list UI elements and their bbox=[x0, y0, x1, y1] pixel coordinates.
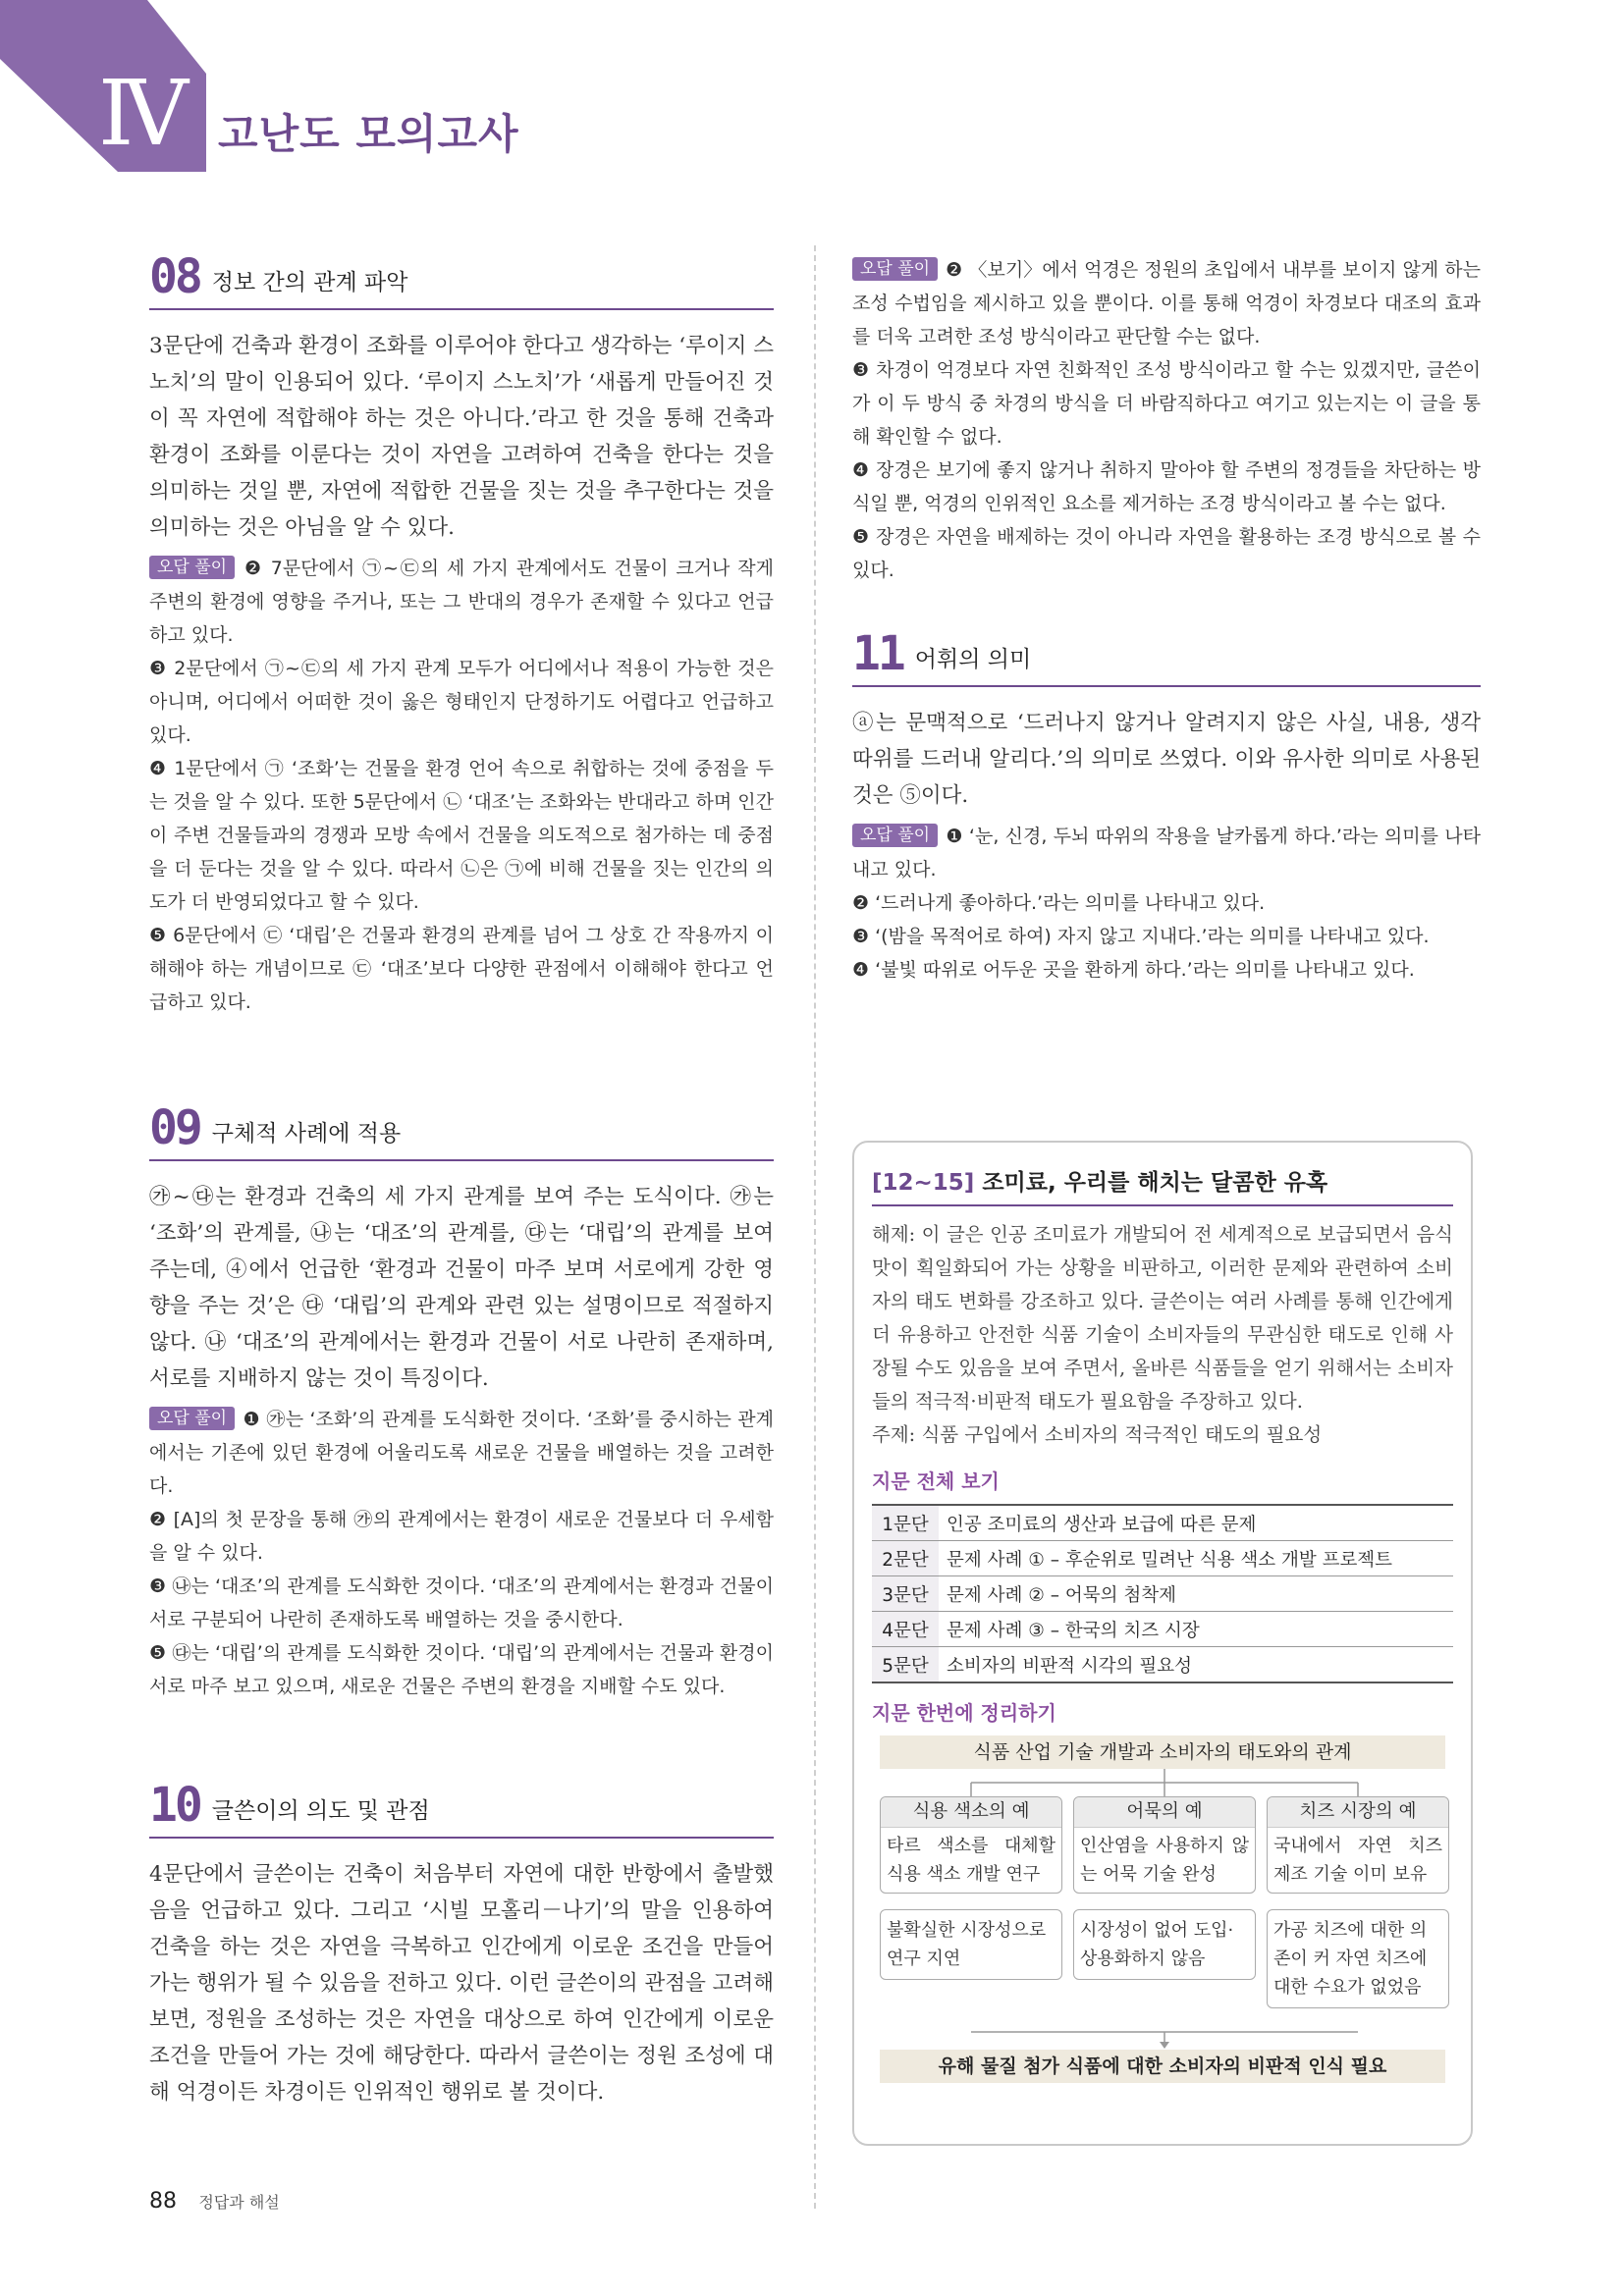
wrong-item: ❷ [A]의 첫 문장을 통해 ㉮의 관계에서는 환경이 새로운 건물보다 더 우세함을 알 수 있다. bbox=[149, 1509, 774, 1564]
paragraph-summary: 인공 조미료의 생산과 보급에 따른 문제 bbox=[939, 1505, 1453, 1541]
example-body: 인산염을 사용하지 않는 어묵 기술 완성 bbox=[1080, 1836, 1249, 1885]
wrong-answer-badge: 오답 풀이 bbox=[149, 556, 235, 579]
wrong-text: ❶ ㉮는 ‘조화’의 관계를 도식화한 것이다. ‘조화’를 중시하는 관계에서는 기존에 있던 환경에 어울리도록 새로운 건물을 배열하는 것을 고려한다. bbox=[149, 1409, 774, 1497]
question-title: 구체적 사례에 적용 bbox=[211, 1121, 402, 1147]
passage-theme: 주제: 식품 구입에서 소비자의 적극적인 태도의 필요성 bbox=[872, 1423, 1323, 1446]
page-number: 88 bbox=[149, 2189, 177, 2214]
question-title: 글쓴이의 의도 및 관점 bbox=[211, 1798, 430, 1824]
wrong-text: ❷ 7문단에서 ㉠~㉢의 세 가지 관계에서도 건물이 크거나 작게 주변의 환경에 영향을 주거나, 또는 그 반대의 경우가 존재할 수 있다고 언급하고 있다. bbox=[149, 558, 774, 646]
footer-label: 정답과 해설 bbox=[198, 2193, 280, 2212]
diagram-top-banner: 식품 산업 기술 개발과 소비자의 태도와의 관계 bbox=[880, 1735, 1445, 1769]
paragraph-summary: 문제 사례 ③ – 한국의 치즈 시장 bbox=[939, 1612, 1453, 1647]
wrong-item bbox=[852, 253, 1481, 353]
column-divider bbox=[814, 245, 816, 2209]
wrong-item: ❺ ㉰는 ‘대립’의 관계를 도식화한 것이다. ‘대립’의 관계에서는 건물과 환경이 서로 마주 보고 있으며, 새로운 건물은 주변의 환경을 지배할 수도 있다. bbox=[149, 1642, 774, 1697]
wrong-item: ❸ 2문단에서 ㉠~㉢의 세 가지 관계 모두가 어디에서나 적용이 가능한 것은 아니며, 어디에서 어떠한 것이 옳은 형태인지 단정하기도 어렵다고 언급하고 있다. bbox=[149, 658, 774, 746]
passage-summary-box bbox=[852, 1141, 1473, 2146]
wrong-text: ❶ ‘눈, 신경, 두뇌 따위의 작용을 날카롭게 하다.’라는 의미를 나타내고 있다. bbox=[852, 826, 1481, 881]
question-10-wrong-answers bbox=[852, 253, 1481, 587]
question-10 bbox=[149, 1778, 774, 2116]
example-column-food-coloring bbox=[880, 1796, 1062, 1980]
example-result: 불확실한 시장성으로 연구 지연 bbox=[880, 1909, 1062, 1980]
chapter-title: 고난도 모의고사 bbox=[218, 110, 519, 158]
wrong-item: ❸ ‘(밤을 목적어로 하여) 자지 않고 지내다.’라는 의미를 나타내고 있다. bbox=[852, 926, 1430, 947]
wrong-answer-badge: 오답 풀이 bbox=[852, 257, 938, 281]
question-header bbox=[149, 249, 774, 310]
wrong-item: ❸ 차경이 억경보다 자연 친화적인 조성 방식이라고 할 수는 있겠지만, 글쓴이가 이 두 방식 중 차경의 방식을 더 바람직하다고 여기고 있는지는 이 글을 통해 확인할 수 없다. bbox=[852, 359, 1481, 448]
question-title: 정보 간의 관계 파악 bbox=[211, 270, 408, 295]
example-card bbox=[1073, 1796, 1256, 1894]
example-result: 시장성이 없어 도입·상용화하지 않음 bbox=[1073, 1909, 1256, 1980]
question-number: 09 bbox=[149, 1100, 200, 1155]
answer-explanation: ⓐ는 문맥적으로 ‘드러나지 않거나 알려지지 않은 사실, 내용, 생각 따위를 드러내 알리다.’의 의미로 쓰였다. 이와 유사한 의미로 사용된 것은 ⑤이다. bbox=[852, 711, 1481, 808]
question-number: 11 bbox=[852, 626, 903, 681]
paragraph-label: 4문단 bbox=[872, 1612, 939, 1647]
example-column-cheese bbox=[1267, 1796, 1449, 2008]
example-heading: 치즈 시장의 예 bbox=[1268, 1797, 1448, 1828]
paragraph-summary: 소비자의 비판적 시각의 필요성 bbox=[939, 1647, 1453, 1683]
overview-heading: 지문 전체 보기 bbox=[872, 1469, 1000, 1493]
table-row bbox=[872, 1647, 1453, 1683]
wrong-item: ❺ 6문단에서 ㉢ ‘대립’은 건물과 환경의 관계를 넘어 그 상호 간 작용까지 이해해야 하는 개념이므로 ㉢ ‘대조’보다 다양한 관점에서 이해해야 한다고 언급하고 있다. bbox=[149, 925, 774, 1013]
page-footer bbox=[149, 2189, 280, 2214]
question-title: 어휘의 의미 bbox=[914, 647, 1032, 672]
chapter-numeral: Ⅳ bbox=[98, 61, 189, 166]
passage-range: [12~15] bbox=[872, 1170, 975, 1196]
question-header bbox=[149, 1100, 774, 1161]
example-card bbox=[1267, 1796, 1449, 1894]
diagram-bottom-banner: 유해 물질 첨가 식품에 대한 소비자의 비판적 인식 필요 bbox=[880, 2050, 1445, 2083]
paragraph-label: 1문단 bbox=[872, 1505, 939, 1541]
example-column-fishcake bbox=[1073, 1796, 1256, 1980]
example-card bbox=[880, 1796, 1062, 1894]
paragraph-summary: 문제 사례 ① – 후순위로 밀려난 식용 색소 개발 프로젝트 bbox=[939, 1541, 1453, 1576]
summary-heading: 지문 한번에 정리하기 bbox=[872, 1701, 1056, 1725]
question-09 bbox=[149, 1100, 774, 1703]
passage-title bbox=[872, 1164, 1453, 1206]
paragraph-label: 2문단 bbox=[872, 1541, 939, 1576]
question-08 bbox=[149, 249, 774, 1019]
paragraph-table bbox=[872, 1504, 1453, 1683]
paragraph-label: 3문단 bbox=[872, 1576, 939, 1612]
table-row bbox=[872, 1576, 1453, 1612]
example-body: 타르 색소를 대체할 식용 색소 개발 연구 bbox=[887, 1836, 1056, 1885]
wrong-item bbox=[149, 552, 774, 652]
paragraph-summary: 문제 사례 ② – 어묵의 첨착제 bbox=[939, 1576, 1453, 1612]
wrong-item bbox=[149, 1403, 774, 1503]
wrong-text: ❷ 〈보기〉에서 억경은 정원의 초입에서 내부를 보이지 않게 하는 조성 수법임을 제시하고 있을 뿐이다. 이를 통해 억경이 차경보다 대조의 효과를 더욱 고려한 조성 방식이라고 판단할 수는 없다. bbox=[852, 259, 1481, 347]
wrong-item: ❹ 1문단에서 ㉠ ‘조화’는 건물을 환경 언어 속으로 취합하는 것에 중점을 두는 것을 알 수 있다. 또한 5문단에서 ㉡ ‘대조’는 조화와는 반대라고 하며 인간이 주변 건물들과의 경쟁과 모방 속에서 건물을 의도적으로 첨가하는 데 중점을 더 둔다는 것을 알 수 있다. 따라서 ㉡은 ㉠에 비해 건물을 짓는 인간의 의도가 더 반영되었다고 할 수 있다. bbox=[149, 758, 774, 913]
wrong-item: ❹ 장경은 보기에 좋지 않거나 취하지 말아야 할 주변의 정경들을 차단하는 방식일 뿐, 억경의 인위적인 요소를 제거하는 조경 방식이라고 볼 수는 없다. bbox=[852, 459, 1481, 514]
wrong-item: ❹ ‘불빛 따위로 어두운 곳을 환하게 하다.’라는 의미를 나타내고 있다. bbox=[852, 959, 1415, 981]
wrong-answer-badge: 오답 풀이 bbox=[149, 1407, 235, 1430]
answer-explanation: ㉮~㉰는 환경과 건축의 세 가지 관계를 보여 주는 도식이다. ㉮는 ‘조화’의 관계를, ㉯는 ‘대조’의 관계를, ㉰는 ‘대립’의 관계를 보여 주는데, ④에서 언급한 ‘환경과 건물이 마주 보며 서로에게 강한 영향을 주는 것’은 ㉰ ‘대립’의 관계와 관련 있는 설명이므로 적절하지 않다. ㉯ ‘대조’의 관계에서는 환경과 건물이 서로 나란히 존재하며, 서로를 지배하지 않는 것이 특징이다. bbox=[149, 1185, 774, 1391]
wrong-item: ❸ ㉯는 ‘대조’의 관계를 도식화한 것이다. ‘대조’의 관계에서는 환경과 건물이 서로 구분되어 나란히 존재하도록 배열하는 것을 중시한다. bbox=[149, 1575, 774, 1630]
question-number: 10 bbox=[149, 1778, 200, 1833]
relationship-diagram bbox=[872, 1735, 1453, 2079]
question-11 bbox=[852, 626, 1481, 987]
table-row bbox=[872, 1612, 1453, 1647]
wrong-answer-badge: 오답 풀이 bbox=[852, 824, 938, 847]
table-row bbox=[872, 1505, 1453, 1541]
example-body: 국내에서 자연 치즈 제조 기술 이미 보유 bbox=[1273, 1836, 1442, 1885]
table-row bbox=[872, 1541, 1453, 1576]
example-heading: 식용 색소의 예 bbox=[881, 1797, 1061, 1828]
answer-explanation: 4문단에서 글쓴이는 건축이 처음부터 자연에 대한 반항에서 출발했음을 언급하고 있다. 그리고 ‘시빌 모홀리－나기’의 말을 인용하여 건축을 하는 것은 자연을 극복하고 인간에게 이로운 조건을 만들어 가는 행위가 될 수 있음을 전하고 있다. 이런 글쓴이의 관점을 고려해 보면, 정원을 조성하는 것은 자연을 대상으로 하여 인간에게 이로운 조건을 만들어 가는 것에 해당한다. 따라서 글쓴이는 정원 조성에 대해 억경이든 차경이든 인위적인 행위로 볼 것이다. bbox=[149, 1862, 774, 2105]
paragraph-label: 5문단 bbox=[872, 1647, 939, 1683]
wrong-item: ❺ 장경은 자연을 배제하는 것이 아니라 자연을 활용하는 조경 방식으로 볼 수 있다. bbox=[852, 526, 1481, 581]
example-heading: 어묵의 예 bbox=[1074, 1797, 1255, 1828]
question-header bbox=[852, 626, 1481, 687]
passage-title-text: 조미료, 우리를 해치는 달콤한 유혹 bbox=[982, 1170, 1328, 1196]
wrong-item bbox=[852, 820, 1481, 886]
question-header bbox=[149, 1778, 774, 1839]
answer-explanation: 3문단에 건축과 환경이 조화를 이루어야 한다고 생각하는 ‘루이지 스노치’의 말이 인용되어 있다. ‘루이지 스노치’가 ‘새롭게 만들어진 것이 꼭 자연에 적합해야 하는 것은 아니다.’라고 한 것을 통해 건축과 환경이 조화를 이룬다는 것이 자연을 고려하여 건축을 한다는 것을 의미하는 것일 뿐, 자연에 적합한 건물을 짓는 것을 추구한다는 것을 의미하는 것은 아님을 알 수 있다. bbox=[149, 334, 774, 540]
wrong-item: ❷ ‘드러나게 좋아하다.’라는 의미를 나타내고 있다. bbox=[852, 892, 1266, 914]
passage-summary: 해제: 이 글은 인공 조미료가 개발되어 전 세계적으로 보급되면서 음식 맛이 획일화되어 가는 상황을 비판하고, 이러한 문제와 관련하여 소비자의 태도 변화를 강조하고 있다. 글쓴이는 여러 사례를 통해 인간에게 더 유용하고 안전한 식품 기술이 소비자들의 무관심한 태도로 인해 사장될 수도 있음을 보여 주면서, 올바른 식품들을 얻기 위해서는 소비자들의 적극적·비판적 태도가 필요함을 주장하고 있다. bbox=[872, 1223, 1453, 1413]
example-result: 가공 치즈에 대한 의존이 커 자연 치즈에 대한 수요가 없었음 bbox=[1267, 1909, 1449, 2008]
question-number: 08 bbox=[149, 249, 200, 304]
